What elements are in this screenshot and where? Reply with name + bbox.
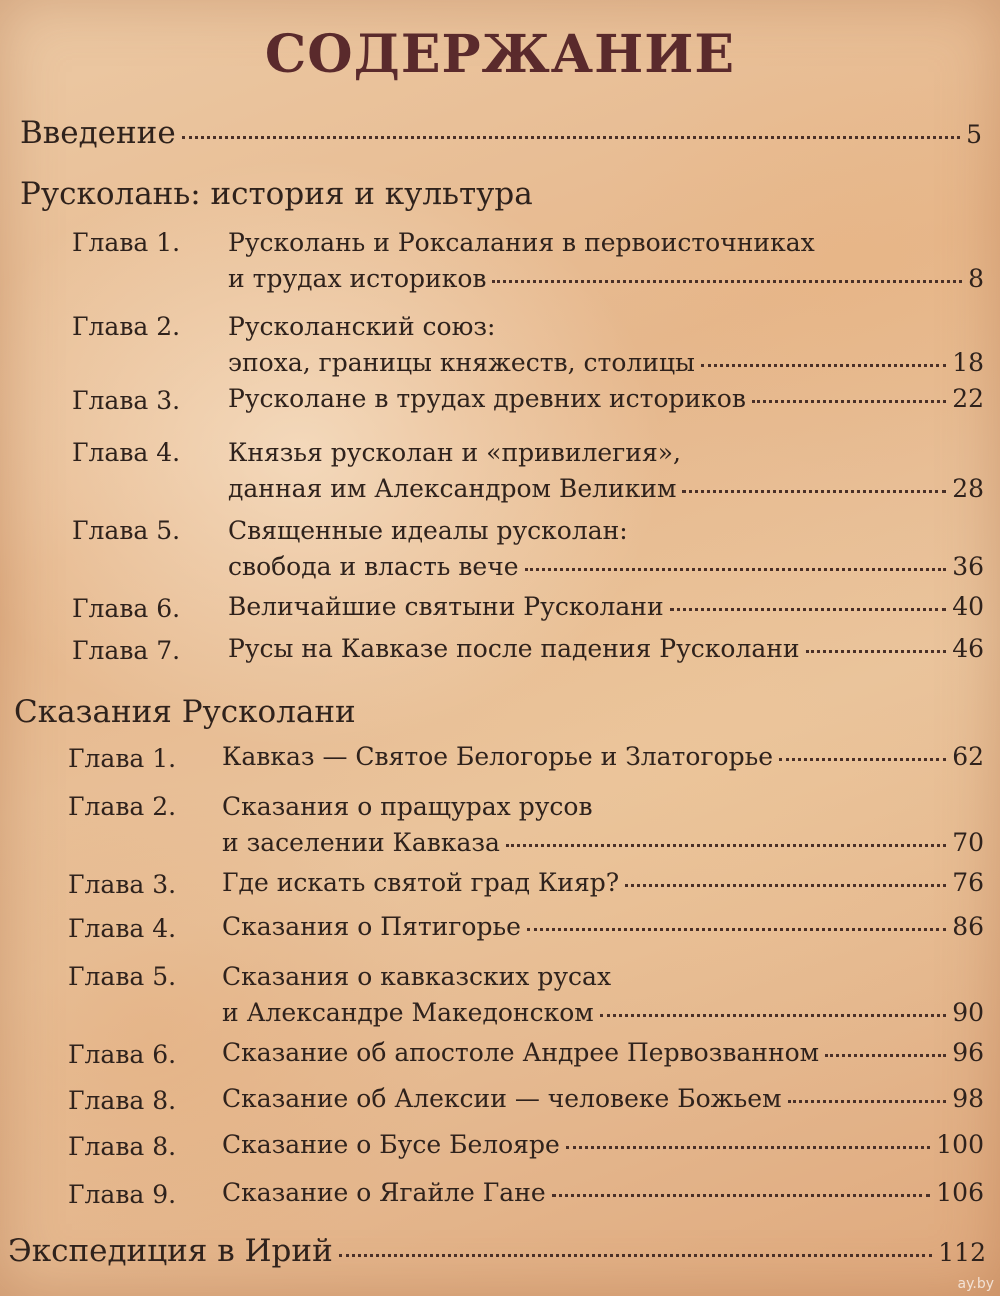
chapter-label: Глава 6.: [68, 1040, 177, 1069]
section-header-part2: Сказания Русколани: [14, 694, 356, 730]
dot-leader: [339, 1254, 933, 1257]
toc-entry-chapter: [228, 386, 984, 411]
toc-entry-chapter: [222, 1000, 984, 1025]
toc-entry-chapter: [222, 744, 984, 769]
chapter-label: Глава 9.: [68, 1180, 177, 1209]
toc-page-number: 100: [936, 1130, 984, 1159]
toc-entry-intro: [20, 115, 982, 151]
toc-entry-chapter: [228, 476, 984, 501]
dot-leader: [566, 1146, 931, 1149]
chapter-title: Сказание о Бусе Белояре: [222, 1130, 560, 1159]
dot-leader: [527, 928, 946, 931]
dot-leader: [525, 568, 947, 571]
toc-entry-chapter: [222, 1180, 984, 1205]
toc-page-number: 62: [952, 742, 984, 771]
dot-leader: [625, 884, 946, 887]
chapter-title-line1: Русколанский союз:: [228, 312, 496, 341]
chapter-label: Глава 8.: [68, 1132, 177, 1161]
toc-entry-expedition: [8, 1233, 986, 1269]
chapter-label: Глава 5.: [72, 516, 181, 545]
chapter-title: Сказание о Ягайле Гане: [222, 1178, 546, 1207]
toc-entry-label: Введение: [20, 115, 176, 151]
toc-page-number: 5: [966, 120, 982, 149]
toc-page-number: 86: [952, 912, 984, 941]
toc-page-number: 28: [952, 474, 984, 503]
toc-entry-chapter: [228, 554, 984, 579]
chapter-label: Глава 4.: [72, 438, 181, 467]
toc-entry-chapter: [222, 870, 984, 895]
chapter-title: Величайшие святыни Русколани: [228, 592, 664, 621]
dot-leader: [806, 650, 947, 653]
chapter-title-line1: Сказания о кавказских русах: [222, 962, 612, 991]
toc-page-number: 70: [952, 828, 984, 857]
toc-entry-label: Экспедиция в Ирий: [8, 1233, 333, 1269]
dot-leader: [670, 608, 947, 611]
chapter-title-line2: свобода и власть вече: [228, 552, 519, 581]
toc-page-number: 22: [952, 384, 984, 413]
chapter-label: Глава 3.: [72, 386, 181, 415]
chapter-title: Кавказ — Святое Белогорье и Златогорье: [222, 742, 774, 771]
dot-leader: [600, 1014, 946, 1017]
chapter-title-line1: Русколань и Роксалания в первоисточниках: [228, 228, 815, 257]
dot-leader: [682, 490, 946, 493]
chapter-title-line2: эпоха, границы княжеств, столицы: [228, 348, 695, 377]
chapter-title: Русколане в трудах древних историков: [228, 384, 746, 413]
toc-page-number: 36: [952, 552, 984, 581]
toc-entry-chapter: [222, 1132, 984, 1157]
toc-entry-chapter: [222, 1040, 984, 1065]
chapter-title-line1: Сказания о пращурах русов: [222, 792, 593, 821]
toc-page-number: 98: [952, 1084, 984, 1113]
toc-page-number: 106: [936, 1178, 984, 1207]
chapter-label: Глава 4.: [68, 914, 177, 943]
toc-page-number: 112: [938, 1238, 986, 1267]
dot-leader: [492, 280, 962, 283]
chapter-title-line2: и трудах историков: [228, 264, 487, 293]
toc-entry-chapter: [228, 594, 984, 619]
chapter-title: Сказание об Алексии — человеке Божьем: [222, 1084, 782, 1113]
dot-leader: [752, 400, 946, 403]
dot-leader: [779, 758, 946, 761]
toc-page-number: 76: [952, 868, 984, 897]
chapter-label: Глава 7.: [72, 636, 181, 665]
chapter-label: Глава 3.: [68, 870, 177, 899]
chapter-title-line2: и Александре Македонском: [222, 998, 594, 1027]
chapter-label: Глава 2.: [68, 792, 177, 821]
chapter-title: Сказания о Пятигорье: [222, 912, 521, 941]
toc-entry-chapter: [228, 636, 984, 661]
dot-leader: [701, 364, 946, 367]
chapter-label: Глава 2.: [72, 312, 181, 341]
page-title: СОДЕРЖАНИЕ: [264, 24, 736, 85]
toc-page-number: 96: [952, 1038, 984, 1067]
dot-leader: [506, 844, 946, 847]
toc-entry-chapter: [222, 830, 984, 855]
chapter-label: Глава 5.: [68, 962, 177, 991]
section-header-part1: Русколань: история и культура: [20, 176, 533, 212]
toc-page-number: 40: [952, 592, 984, 621]
dot-leader: [182, 136, 960, 139]
chapter-title-line1: Князья русколан и «привилегия»,: [228, 438, 681, 467]
chapter-label: Глава 1.: [72, 228, 181, 257]
chapter-title-line2: данная им Александром Великим: [228, 474, 677, 503]
chapter-title: Сказание об апостоле Андрее Первозванном: [222, 1038, 820, 1067]
chapter-title: Где искать святой град Кияр?: [222, 868, 620, 897]
toc-entry-chapter: [222, 914, 984, 939]
toc-entry-chapter: [222, 1086, 984, 1111]
toc-page-number: 8: [968, 264, 984, 293]
chapter-label: Глава 8.: [68, 1086, 177, 1115]
toc-page-number: 90: [952, 998, 984, 1027]
toc-page-number: 46: [952, 634, 984, 663]
chapter-label: Глава 1.: [68, 744, 177, 773]
watermark: ay.by: [957, 1276, 994, 1292]
toc-page-number: 18: [952, 348, 984, 377]
chapter-title: Русы на Кавказе после падения Русколани: [228, 634, 800, 663]
chapter-label: Глава 6.: [72, 594, 181, 623]
dot-leader: [552, 1194, 931, 1197]
chapter-title-line2: и заселении Кавказа: [222, 828, 500, 857]
toc-entry-chapter: [228, 266, 984, 291]
toc-entry-chapter: [228, 350, 984, 375]
dot-leader: [825, 1054, 946, 1057]
dot-leader: [788, 1100, 947, 1103]
chapter-title-line1: Священные идеалы русколан:: [228, 516, 628, 545]
